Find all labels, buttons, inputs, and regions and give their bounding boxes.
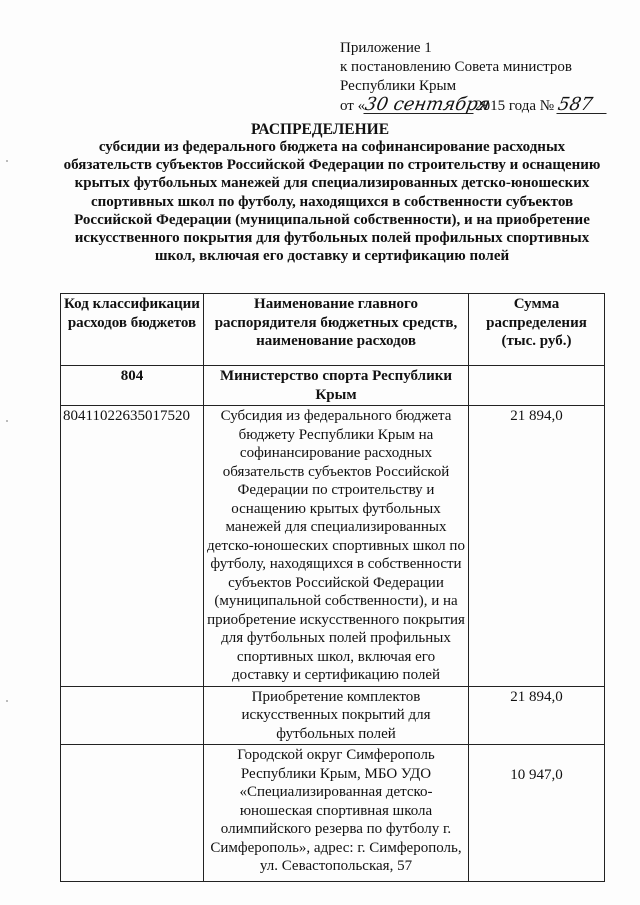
scan-artifact xyxy=(6,700,8,702)
date-prefix: от « xyxy=(340,98,366,114)
scan-artifact xyxy=(6,160,8,162)
handwritten-number: 587 xyxy=(556,96,609,114)
table-row xyxy=(61,366,605,406)
table-header-row xyxy=(61,294,605,366)
row-code: 80411022635017520 xyxy=(61,406,204,687)
row-code xyxy=(61,745,204,882)
annex-line-2: к постановлению Совета министров xyxy=(340,59,572,75)
row-name: Министерство спорта Республики Крым xyxy=(204,366,469,406)
row-sum xyxy=(469,366,605,406)
row-code xyxy=(61,686,204,745)
handwritten-date: 30 сентября xyxy=(363,94,492,115)
distribution-table xyxy=(60,293,605,882)
annex-block xyxy=(340,39,608,116)
annex-date-line xyxy=(340,96,608,116)
annex-line-3: Республики Крым xyxy=(340,78,457,94)
header-name: Наименование главного распорядителя бюджетных средств, наименование расходов xyxy=(204,294,469,366)
header-sum: Сумма распределения (тыс. руб.) xyxy=(469,294,605,366)
date-suffix: 2015 года № xyxy=(475,98,555,114)
annex-line-1: Приложение 1 xyxy=(340,40,432,56)
row-code: 804 xyxy=(61,366,204,406)
row-name: Приобретение комплектов искусственных покрытий для футбольных полей xyxy=(204,686,469,745)
document-title: РАСПРЕДЕЛЕНИЕ xyxy=(250,121,390,138)
row-sum: 21 894,0 xyxy=(469,686,605,745)
table-row xyxy=(61,406,605,687)
row-sum: 21 894,0 xyxy=(469,406,605,687)
document-subtitle: субсидии из федерального бюджета на софинансирование расходных обязательств субъектов Российской Федерации по строительству и оснащению крытых футбольных манежей для специализированных детско-юношеских спортивных школ по футболу, находящихся в собственности субъектов Российской Федерации (муниципальной собственности), и на приобретение искусственного покрытия для футбольных полей профильных спортивных школ, включая его доставку и сертификацию полей xyxy=(63,139,601,265)
row-name: Городской округ Симферополь Республики Крым, МБО УДО «Специализированная детско-юношеская спортивная школа олимпийского резерва по футболу г. Симферополь», адрес: г. Симферополь, ул. Севастопольская, 57 xyxy=(204,745,469,882)
row-name: Субсидия из федерального бюджета бюджету Республики Крым на софинансирование расходных обязательств субъектов Российской Федерации по строительству и оснащению крытых футбольных манежей для специализированных детско-юношеских спортивных школ по футболу, находящихся в собственности субъектов Российской Федерации (муниципальной собственности), и на приобретение искусственного покрытия для футбольных полей профильных спортивных школ, включая его доставку и сертификацию полей xyxy=(204,406,469,687)
scan-artifact xyxy=(6,420,8,422)
table-row xyxy=(61,686,605,745)
row-sum: 10 947,0 xyxy=(469,745,605,882)
table-row xyxy=(61,745,605,882)
header-code: Код классификации расходов бюджетов xyxy=(61,294,204,366)
